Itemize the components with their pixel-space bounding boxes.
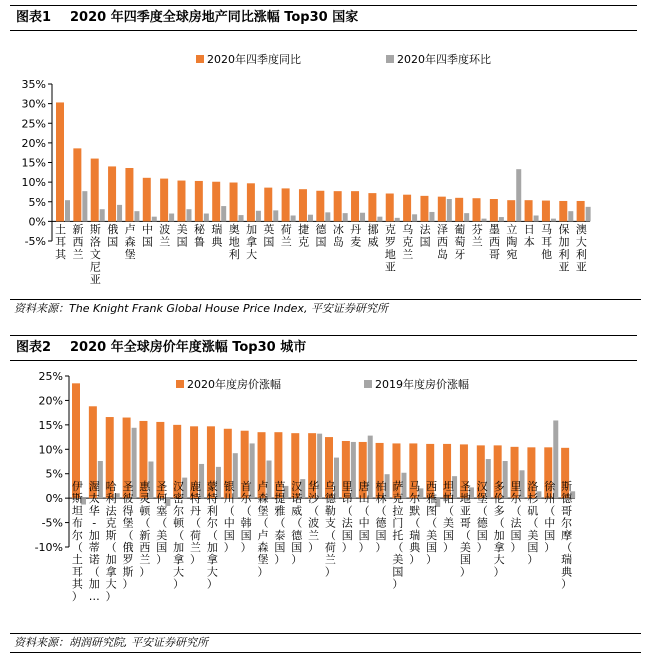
bar-series-1 <box>282 188 290 221</box>
x-category-label: 马尔默（瑞典） <box>409 480 421 567</box>
x-category-label: 乌克兰 <box>402 223 414 261</box>
y-tick-label: 10% <box>38 443 63 457</box>
legend-swatch-series-2 <box>364 380 372 388</box>
x-category-label: 华沙（波兰） <box>308 480 320 554</box>
x-category-label: 芬兰 <box>471 223 483 249</box>
x-category-label: 美国 <box>176 223 188 249</box>
x-category-label: 荷兰 <box>280 223 292 249</box>
x-category-label: 乌德勒支（荷兰） <box>324 480 336 579</box>
chart-1 <box>0 0 647 300</box>
bar-series-2 <box>134 211 139 221</box>
x-category-label: 克罗地亚 <box>384 223 396 274</box>
y-tick-label: 25% <box>38 370 63 383</box>
x-category-label: 坦帕（美国） <box>443 480 454 554</box>
x-category-label: 卢森堡 <box>124 223 136 261</box>
x-category-label: 柏林（德国） <box>375 480 387 554</box>
figure-2-source: 资料来源：胡润研究院, 平安证券研究所 <box>10 633 641 653</box>
bar-series-2 <box>412 214 417 221</box>
bar-series-2 <box>100 209 105 221</box>
bar-series-1 <box>160 179 168 222</box>
bar-series-1 <box>177 181 185 222</box>
x-category-label: 里昂（法国） <box>341 480 353 554</box>
legend-label-series-1: 2020年度房价涨幅 <box>187 378 281 391</box>
bar-series-2 <box>256 211 261 222</box>
x-category-label: 日本 <box>523 223 535 249</box>
chart-2 <box>0 330 647 630</box>
bar-series-2 <box>586 207 591 222</box>
x-category-label: 洛杉矶（美国） <box>527 480 539 567</box>
bar-series-2 <box>464 213 469 221</box>
x-category-label: 德国 <box>315 223 327 249</box>
x-category-label: 斯德哥尔摩（瑞典） <box>561 480 573 591</box>
bar-series-2 <box>308 215 313 222</box>
bar-series-2 <box>360 213 365 222</box>
bar-series-1 <box>230 183 238 222</box>
bar-series-1 <box>368 193 376 221</box>
figure-1-label: 图表1 <box>16 10 52 25</box>
bar-series-2 <box>169 214 174 222</box>
bar-series-1 <box>525 200 533 221</box>
bar-series-2 <box>395 218 400 222</box>
bar-series-1 <box>455 198 463 222</box>
x-category-label: 汉诺威（德国） <box>291 480 303 567</box>
y-tick-label: 20% <box>21 136 46 150</box>
x-category-label: 汉堡（德国） <box>476 480 488 554</box>
x-category-label: 圣地亚哥（美国） <box>459 480 471 579</box>
bar-series-2 <box>239 215 244 221</box>
bar-series-1 <box>73 148 81 221</box>
x-category-label: 新西兰 <box>72 223 84 261</box>
x-category-label: 澳大利亚 <box>575 223 587 274</box>
x-category-label: 蒙特利尔（加拿大） <box>206 480 218 591</box>
bar-series-2 <box>291 215 296 221</box>
bar-series-2 <box>204 214 209 222</box>
x-category-label: 卢森堡（卢森堡） <box>257 480 269 579</box>
x-category-label: 丹麦 <box>350 223 362 249</box>
y-tick-label: 35% <box>21 78 46 91</box>
bar-series-2 <box>221 206 226 221</box>
x-category-label: 唐山（中国） <box>358 480 370 554</box>
y-tick-label: 20% <box>38 394 63 408</box>
x-category-label: 俄国 <box>107 223 119 249</box>
bar-series-1 <box>490 199 498 221</box>
x-category-label: 徐州（中国） <box>544 480 556 554</box>
bar-series-1 <box>125 168 133 221</box>
bar-series-1 <box>56 102 64 221</box>
x-category-label: 马耳他 <box>541 223 553 261</box>
y-tick-label: -5% <box>24 235 46 248</box>
y-tick-label: 30% <box>21 97 46 111</box>
bar-series-2 <box>325 212 330 221</box>
figure-1-source: 资料来源：The Knight Frank Global House Price Index, 平安证券研究所 <box>10 299 641 318</box>
bar-series-1 <box>108 166 116 221</box>
bar-series-1 <box>351 191 359 221</box>
bar-series-1 <box>420 196 428 222</box>
y-tick-label: 25% <box>21 117 46 131</box>
bar-series-1 <box>264 188 272 222</box>
x-category-label: 伊斯坦布尔（土耳其） <box>71 480 83 603</box>
bar-series-1 <box>542 201 550 222</box>
y-tick-label: 5% <box>45 467 63 481</box>
bar-series-2 <box>343 213 348 221</box>
x-category-label: 秘鲁 <box>194 223 206 249</box>
figure-1 <box>0 0 647 320</box>
legend-label-series-2: 2019年度房价涨幅 <box>375 378 469 391</box>
bar-series-1 <box>247 183 255 221</box>
bar-series-2 <box>377 217 382 222</box>
x-category-label: 立陶宛 <box>506 223 518 261</box>
x-category-label: 墨西哥 <box>489 223 501 261</box>
bar-series-2 <box>482 219 487 222</box>
x-category-label: 银川（中国） <box>223 480 235 554</box>
x-category-label: 保加利亚 <box>558 223 570 274</box>
bar-series-2 <box>82 191 87 221</box>
legend-label-series-2: 2020年四季度环比 <box>397 53 491 66</box>
legend-swatch-series-2 <box>386 55 394 63</box>
x-category-label: 鹿特丹（荷兰） <box>190 480 201 567</box>
x-category-label: 加拿大 <box>246 223 258 261</box>
y-tick-label: 0% <box>28 215 46 229</box>
bar-series-2 <box>186 209 191 221</box>
bar-series-2 <box>534 215 539 221</box>
bar-series-1 <box>91 159 99 222</box>
x-category-label: 泽西岛 <box>436 223 448 261</box>
x-category-label: 冰岛 <box>332 223 344 249</box>
figure-2 <box>0 330 647 660</box>
bar-series-2 <box>516 169 521 221</box>
x-category-label: 里尔（法国） <box>510 480 522 554</box>
bar-series-2 <box>447 199 452 221</box>
x-category-label: 葡萄牙 <box>454 223 466 261</box>
x-category-label: 奥地利 <box>228 223 240 261</box>
y-tick-label: 10% <box>21 176 46 190</box>
bar-series-2 <box>273 210 278 221</box>
bar-series-2 <box>117 205 122 221</box>
bar-series-1 <box>386 194 394 222</box>
bar-series-2 <box>568 211 573 221</box>
x-category-label: 首尔（韩国） <box>240 480 252 554</box>
y-tick-label: 15% <box>38 418 63 432</box>
legend-swatch-series-1 <box>176 380 184 388</box>
bar-series-1 <box>143 178 151 222</box>
x-category-label: 哈利法克斯（加拿大） <box>105 480 117 603</box>
x-category-label: 西雅图（美国） <box>426 480 438 567</box>
figure-2-label: 图表2 <box>16 340 52 355</box>
legend-label-series-1: 2020年四季度同比 <box>207 53 301 66</box>
x-category-label: 中国 <box>141 223 153 249</box>
x-category-label: 捷克 <box>298 223 310 249</box>
x-category-label: 圣彼得堡（俄罗斯） <box>122 480 134 591</box>
bar-series-1 <box>559 201 567 221</box>
x-category-label: 波兰 <box>159 223 171 249</box>
x-category-label: 圣何塞（美国） <box>156 480 168 567</box>
legend-swatch-series-1 <box>196 55 204 63</box>
x-category-label: 芭提雅（泰国） <box>274 480 286 567</box>
x-category-label: 英国 <box>263 223 275 249</box>
bar-series-1 <box>507 200 515 221</box>
x-category-label: 汉密尔顿（加拿大） <box>173 480 185 591</box>
figure-1-title: 2020 年四季度全球房地产同比涨幅 Top30 国家 <box>70 10 359 25</box>
x-category-label: 土耳其 <box>55 223 67 261</box>
bar-series-1 <box>438 197 446 222</box>
bar-series-1 <box>316 191 324 222</box>
figure-2-title: 2020 年全球房价年度涨幅 Top30 城市 <box>70 340 307 355</box>
x-category-label: 瑞典 <box>211 223 223 249</box>
x-category-label: 萨克拉门托（美国） <box>392 480 404 591</box>
bar-series-1 <box>334 191 342 221</box>
bar-series-2 <box>65 200 70 221</box>
y-tick-label: -5% <box>41 516 63 530</box>
bar-series-2 <box>429 212 434 221</box>
x-category-label: 惠灵顿（新西兰） <box>139 480 151 579</box>
x-category-label: 斯洛文尼亚 <box>89 223 101 286</box>
y-tick-label: 5% <box>28 195 46 209</box>
bar-series-2 <box>551 219 556 222</box>
bar-series-2 <box>152 217 157 222</box>
x-category-label: 法国 <box>419 223 431 249</box>
bar-series-1 <box>299 189 307 221</box>
x-category-label: 挪威 <box>367 223 379 249</box>
bar-series-1 <box>473 198 481 221</box>
y-tick-label: -10% <box>34 541 63 554</box>
bar-series-1 <box>195 181 203 221</box>
bar-series-1 <box>212 182 220 222</box>
y-tick-label: 0% <box>45 492 63 506</box>
y-tick-label: 15% <box>21 156 46 170</box>
bar-series-1 <box>577 201 585 221</box>
x-category-label: 渥太华-加蒂诺（加… <box>88 480 100 603</box>
bar-series-1 <box>403 195 411 222</box>
bar-series-2 <box>499 217 504 221</box>
x-category-label: 多伦多（加拿大） <box>493 480 505 579</box>
